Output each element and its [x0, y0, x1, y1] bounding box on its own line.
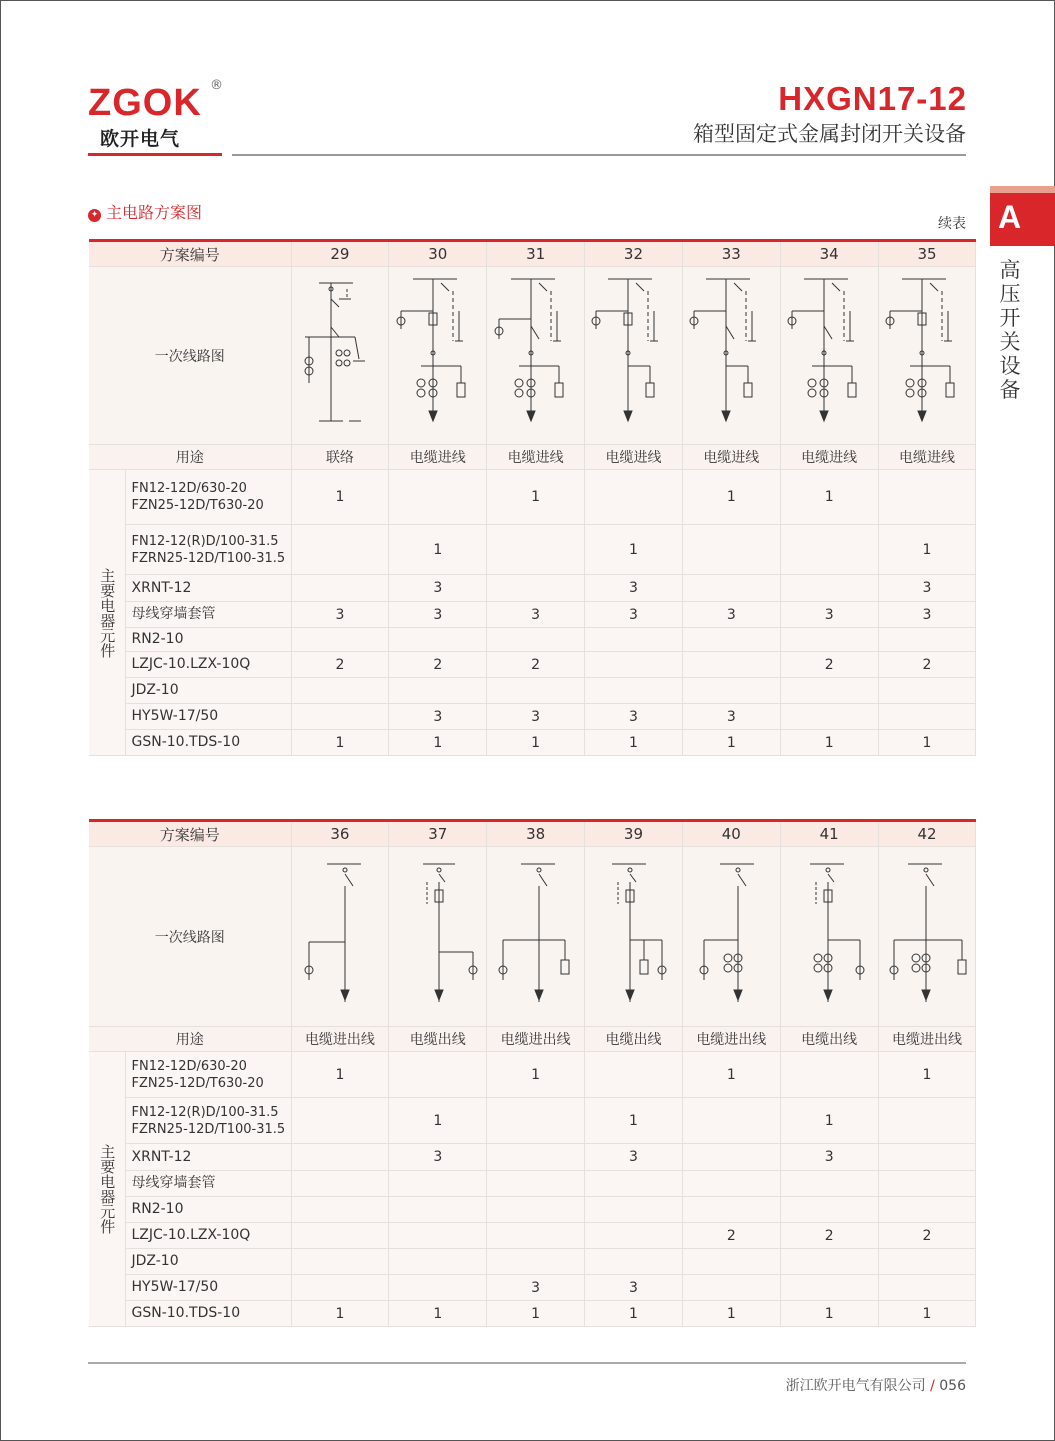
- usage-cell: 电缆进出线: [487, 1027, 585, 1052]
- star-icon: ✦: [88, 209, 101, 222]
- usage-cell: 电缆进出线: [682, 1027, 780, 1052]
- scheme-number: 39: [585, 821, 683, 847]
- component-quantity: [291, 525, 389, 575]
- component-row: [89, 1223, 976, 1249]
- component-quantity: [682, 1275, 780, 1301]
- component-quantity: [291, 628, 389, 652]
- component-quantity: [389, 628, 487, 652]
- component-quantity: 1: [682, 730, 780, 756]
- component-row: [89, 1197, 976, 1223]
- component-quantity: [878, 1098, 976, 1144]
- component-quantity: 1: [682, 1052, 780, 1098]
- usage-cell: 电缆进线: [780, 445, 878, 470]
- scheme-number: 40: [682, 821, 780, 847]
- component-quantity: [487, 678, 585, 704]
- usage-row: [89, 1027, 976, 1052]
- usage-cell: 电缆进线: [389, 445, 487, 470]
- component-name: 母线穿墙套管: [125, 602, 291, 628]
- header-rule-red: [88, 153, 222, 156]
- continued-label: 续表: [938, 216, 966, 232]
- component-row: [89, 730, 976, 756]
- component-quantity: [389, 1249, 487, 1275]
- component-row: [89, 1098, 976, 1144]
- component-quantity: [291, 1098, 389, 1144]
- component-quantity: [878, 1171, 976, 1197]
- diagram-row: [89, 267, 976, 445]
- footer: [786, 1375, 966, 1395]
- component-quantity: 1: [780, 1098, 878, 1144]
- chapter-tab-accent: [990, 186, 1055, 193]
- component-quantity: 1: [291, 1301, 389, 1327]
- component-name: RN2-10: [125, 628, 291, 652]
- scheme-number: 29: [291, 241, 389, 267]
- component-quantity: 1: [291, 470, 389, 525]
- usage-cell: 电缆进线: [682, 445, 780, 470]
- component-quantity: [585, 1052, 683, 1098]
- component-quantity: 1: [780, 730, 878, 756]
- component-quantity: 3: [291, 602, 389, 628]
- component-row: [89, 652, 976, 678]
- component-quantity: 1: [291, 1052, 389, 1098]
- component-quantity: 1: [389, 525, 487, 575]
- usage-cell: 电缆进线: [487, 445, 585, 470]
- diagram-row: [89, 847, 976, 1027]
- component-quantity: 2: [682, 1223, 780, 1249]
- diagram-label: 一次线路图: [89, 267, 291, 445]
- component-quantity: [291, 1197, 389, 1223]
- component-quantity: [487, 1144, 585, 1171]
- component-quantity: 3: [389, 704, 487, 730]
- circuit-diagram-29: [291, 267, 389, 445]
- component-name: XRNT-12: [125, 1144, 291, 1171]
- component-quantity: 3: [682, 602, 780, 628]
- component-quantity: [487, 1223, 585, 1249]
- component-quantity: [878, 1144, 976, 1171]
- circuit-diagram-35: [878, 267, 976, 445]
- circuit-diagram-38: [487, 847, 585, 1027]
- component-quantity: 3: [585, 1144, 683, 1171]
- component-quantity: [585, 628, 683, 652]
- component-quantity: [389, 1275, 487, 1301]
- usage-cell: 电缆进出线: [291, 1027, 389, 1052]
- component-row: [89, 470, 976, 525]
- component-row: [89, 628, 976, 652]
- component-row: [89, 1144, 976, 1171]
- component-quantity: 1: [487, 730, 585, 756]
- scheme-number-label: 方案编号: [89, 821, 291, 847]
- component-quantity: [291, 704, 389, 730]
- circuit-diagram-37: [389, 847, 487, 1027]
- circuit-diagram-42: [878, 847, 976, 1027]
- component-quantity: [585, 1249, 683, 1275]
- component-quantity: 2: [487, 652, 585, 678]
- component-name: JDZ-10: [125, 1249, 291, 1275]
- component-quantity: [487, 525, 585, 575]
- component-quantity: 1: [682, 1301, 780, 1327]
- component-quantity: 1: [780, 1301, 878, 1327]
- component-quantity: [389, 1197, 487, 1223]
- component-quantity: 1: [780, 470, 878, 525]
- scheme-number: 42: [878, 821, 976, 847]
- component-group-label: 主要电器元件: [89, 470, 125, 756]
- footer-rule: [88, 1362, 966, 1364]
- component-quantity: 2: [291, 652, 389, 678]
- circuit-diagram-30: [389, 267, 487, 445]
- component-quantity: 3: [780, 1144, 878, 1171]
- model-subtitle: 箱型固定式金属封闭开关设备: [693, 122, 966, 146]
- component-quantity: [585, 678, 683, 704]
- component-row: [89, 1249, 976, 1275]
- component-quantity: 1: [682, 470, 780, 525]
- usage-cell: 电缆出线: [780, 1027, 878, 1052]
- component-quantity: [389, 1223, 487, 1249]
- component-quantity: 1: [585, 730, 683, 756]
- component-name: HY5W-17/50: [125, 1275, 291, 1301]
- component-quantity: [487, 628, 585, 652]
- registered-mark: ®: [210, 78, 223, 93]
- brand-logo: [88, 78, 223, 151]
- circuit-diagram-41: [780, 847, 878, 1027]
- component-quantity: [780, 704, 878, 730]
- scheme-number: 32: [585, 241, 683, 267]
- circuit-diagram-40: [682, 847, 780, 1027]
- component-quantity: 1: [585, 1301, 683, 1327]
- component-quantity: [389, 470, 487, 525]
- component-name: JDZ-10: [125, 678, 291, 704]
- component-name: GSN-10.TDS-10: [125, 1301, 291, 1327]
- scheme-number: 33: [682, 241, 780, 267]
- component-quantity: [780, 1197, 878, 1223]
- scheme-number: 36: [291, 821, 389, 847]
- component-quantity: [291, 1275, 389, 1301]
- component-group-label: 主要电器元件: [89, 1052, 125, 1327]
- usage-label: 用途: [89, 445, 291, 470]
- component-quantity: [780, 1171, 878, 1197]
- component-quantity: [585, 470, 683, 525]
- component-quantity: [585, 652, 683, 678]
- component-quantity: [291, 1144, 389, 1171]
- component-quantity: 1: [878, 730, 976, 756]
- circuit-diagram-39: [585, 847, 683, 1027]
- circuit-diagram-36: [291, 847, 389, 1027]
- component-quantity: [585, 1223, 683, 1249]
- component-name: XRNT-12: [125, 575, 291, 602]
- component-quantity: [291, 1171, 389, 1197]
- component-quantity: [682, 575, 780, 602]
- scheme-number: 37: [389, 821, 487, 847]
- component-quantity: 3: [585, 1275, 683, 1301]
- model-title: HXGN17-12: [778, 80, 967, 117]
- circuit-diagram-34: [780, 267, 878, 445]
- usage-cell: 电缆进线: [585, 445, 683, 470]
- component-quantity: 1: [389, 1098, 487, 1144]
- component-quantity: 1: [389, 1301, 487, 1327]
- component-quantity: 2: [780, 652, 878, 678]
- component-name: FN12-12(R)D/100-31.5 FZRN25-12D/T100-31.5: [125, 525, 291, 575]
- diagram-label: 一次线路图: [89, 847, 291, 1027]
- component-quantity: 1: [878, 1052, 976, 1098]
- component-quantity: 1: [585, 525, 683, 575]
- component-quantity: [878, 470, 976, 525]
- section-title: [88, 200, 202, 223]
- scheme-table-1: [89, 239, 976, 756]
- usage-cell: 电缆出线: [389, 1027, 487, 1052]
- component-quantity: [780, 525, 878, 575]
- component-row: [89, 575, 976, 602]
- component-quantity: [291, 575, 389, 602]
- component-quantity: [682, 1144, 780, 1171]
- component-quantity: [682, 628, 780, 652]
- component-quantity: 1: [487, 470, 585, 525]
- component-quantity: [389, 1052, 487, 1098]
- circuit-diagram-32: [585, 267, 683, 445]
- component-row: [89, 1171, 976, 1197]
- component-quantity: 3: [487, 602, 585, 628]
- component-quantity: [682, 1197, 780, 1223]
- chapter-tab-label: 高压开关设备: [999, 258, 1021, 402]
- component-quantity: [682, 1098, 780, 1144]
- component-quantity: [585, 1197, 683, 1223]
- component-quantity: 3: [389, 1144, 487, 1171]
- component-quantity: [780, 575, 878, 602]
- scheme-number-label: 方案编号: [89, 241, 291, 267]
- usage-label: 用途: [89, 1027, 291, 1052]
- footer-separator: /: [930, 1378, 935, 1394]
- component-quantity: [487, 1197, 585, 1223]
- logo-company-name: 欧开电气: [100, 128, 181, 150]
- component-quantity: [682, 678, 780, 704]
- component-quantity: [780, 678, 878, 704]
- component-quantity: [878, 628, 976, 652]
- component-quantity: 1: [389, 730, 487, 756]
- circuit-diagram-31: [487, 267, 585, 445]
- component-quantity: 2: [389, 652, 487, 678]
- component-quantity: [878, 1249, 976, 1275]
- scheme-number-row: [89, 241, 976, 267]
- page-number: 056: [939, 1378, 966, 1394]
- component-quantity: [291, 1249, 389, 1275]
- component-quantity: [487, 1171, 585, 1197]
- component-quantity: [878, 678, 976, 704]
- component-quantity: [780, 1249, 878, 1275]
- component-quantity: 3: [585, 575, 683, 602]
- component-quantity: [682, 1171, 780, 1197]
- component-quantity: [878, 1275, 976, 1301]
- component-row: [89, 525, 976, 575]
- component-quantity: 1: [878, 1301, 976, 1327]
- component-quantity: 2: [878, 1223, 976, 1249]
- usage-cell: 电缆出线: [585, 1027, 683, 1052]
- component-quantity: [487, 575, 585, 602]
- component-name: RN2-10: [125, 1197, 291, 1223]
- component-row: [89, 1052, 976, 1098]
- component-row: [89, 704, 976, 730]
- scheme-number: 31: [487, 241, 585, 267]
- component-quantity: [780, 628, 878, 652]
- component-quantity: 1: [487, 1301, 585, 1327]
- usage-cell: 电缆进线: [878, 445, 976, 470]
- component-row: [89, 678, 976, 704]
- component-quantity: 1: [585, 1098, 683, 1144]
- component-quantity: [682, 652, 780, 678]
- component-quantity: [780, 1275, 878, 1301]
- usage-row: [89, 445, 976, 470]
- component-name: GSN-10.TDS-10: [125, 730, 291, 756]
- component-name: HY5W-17/50: [125, 704, 291, 730]
- component-name: FN12-12D/630-20 FZN25-12D/T630-20: [125, 470, 291, 525]
- header-rule-gray: [232, 154, 966, 156]
- component-quantity: 2: [780, 1223, 878, 1249]
- section-title-text: 主电路方案图: [106, 203, 203, 222]
- component-row: [89, 602, 976, 628]
- component-quantity: [682, 525, 780, 575]
- component-quantity: [780, 1052, 878, 1098]
- component-quantity: [878, 1197, 976, 1223]
- component-quantity: [389, 678, 487, 704]
- component-quantity: [291, 678, 389, 704]
- component-name: LZJC-10.LZX-10Q: [125, 1223, 291, 1249]
- component-quantity: 1: [878, 525, 976, 575]
- component-quantity: [487, 1249, 585, 1275]
- component-quantity: 3: [682, 704, 780, 730]
- component-row: [89, 1275, 976, 1301]
- scheme-number: 30: [389, 241, 487, 267]
- component-quantity: 3: [878, 575, 976, 602]
- usage-cell: 联络: [291, 445, 389, 470]
- logo-wordmark: ZGOK: [88, 82, 202, 124]
- component-quantity: [682, 1249, 780, 1275]
- scheme-number-row: [89, 821, 976, 847]
- component-quantity: [389, 1171, 487, 1197]
- scheme-table-2: [89, 819, 976, 1327]
- component-quantity: [878, 704, 976, 730]
- component-name: FN12-12D/630-20 FZN25-12D/T630-20: [125, 1052, 291, 1098]
- component-quantity: 1: [291, 730, 389, 756]
- component-name: LZJC-10.LZX-10Q: [125, 652, 291, 678]
- component-quantity: [291, 1223, 389, 1249]
- scheme-number: 34: [780, 241, 878, 267]
- chapter-tab: A: [990, 186, 1055, 246]
- component-quantity: 3: [487, 1275, 585, 1301]
- component-quantity: 1: [487, 1052, 585, 1098]
- scheme-number: 41: [780, 821, 878, 847]
- scheme-number: 38: [487, 821, 585, 847]
- scheme-number: 35: [878, 241, 976, 267]
- component-quantity: 3: [585, 704, 683, 730]
- component-row: [89, 1301, 976, 1327]
- component-name: FN12-12(R)D/100-31.5 FZRN25-12D/T100-31.5: [125, 1098, 291, 1144]
- component-quantity: 3: [878, 602, 976, 628]
- component-quantity: 3: [585, 602, 683, 628]
- component-quantity: 3: [487, 704, 585, 730]
- component-quantity: 3: [780, 602, 878, 628]
- component-name: 母线穿墙套管: [125, 1171, 291, 1197]
- usage-cell: 电缆进出线: [878, 1027, 976, 1052]
- component-quantity: 3: [389, 602, 487, 628]
- component-quantity: [487, 1098, 585, 1144]
- component-quantity: 3: [389, 575, 487, 602]
- circuit-diagram-33: [682, 267, 780, 445]
- component-quantity: 2: [878, 652, 976, 678]
- footer-company: 浙江欧开电气有限公司: [785, 1378, 926, 1394]
- component-quantity: [585, 1171, 683, 1197]
